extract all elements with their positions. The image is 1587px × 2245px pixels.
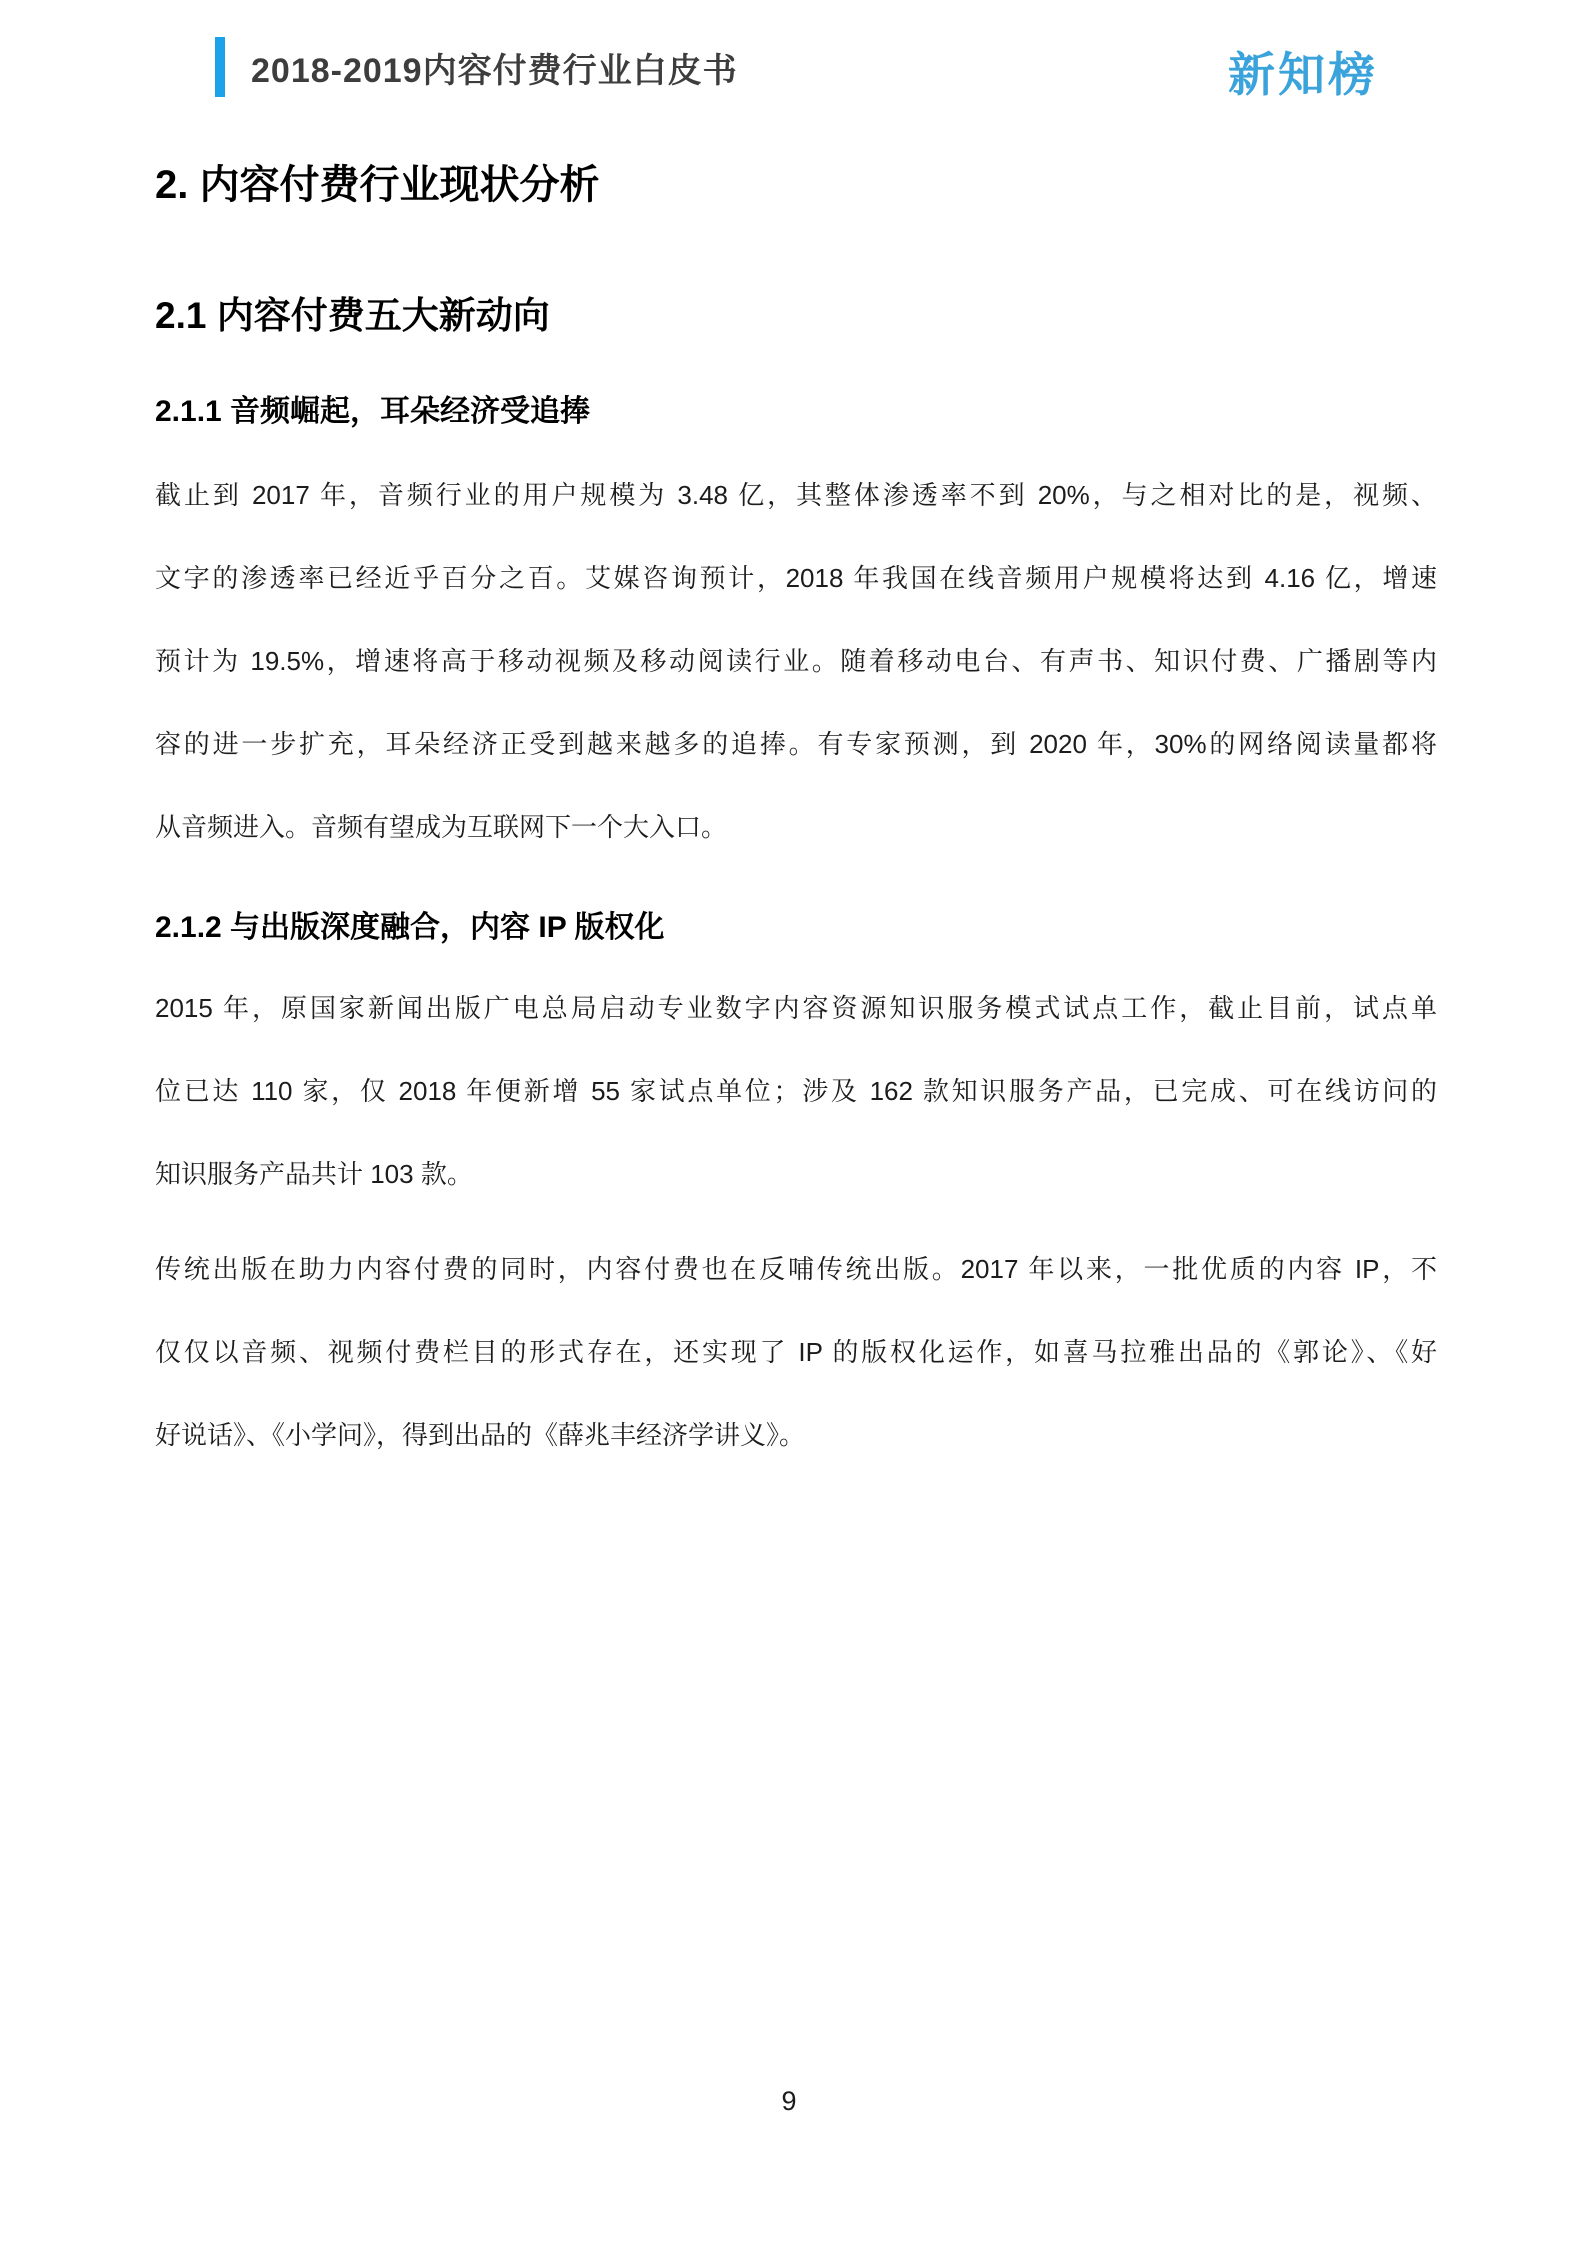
sub-subsection-heading-publishing: 2.1.2 与出版深度融合，内容 IP 版权化 — [155, 911, 665, 944]
paragraph-audio-economy — [155, 454, 1437, 869]
header-title: 2018-2019内容付费行业白皮书 — [251, 51, 738, 90]
paragraph-line: 仅仅以音频、视频付费栏目的形式存在，还实现了 IP 的版权化运作，如喜马拉雅出品的《郭论》、《好 — [155, 1337, 1437, 1367]
paragraph-pilot-program — [155, 967, 1437, 1216]
paragraph-line: 截止到 2017 年，音频行业的用户规模为 3.48 亿，其整体渗透率不到 20%，与之相对比的是，视频、 — [155, 480, 1437, 510]
paragraph-ip-copyright — [155, 1228, 1437, 1477]
paragraph-line: 文字的渗透率已经近乎百分之百。艾媒咨询预计，2018 年我国在线音频用户规模将达到 4.16 亿，增速 — [155, 563, 1437, 593]
paragraph-line: 从音频进入。音频有望成为互联网下一个大入口。 — [155, 812, 728, 842]
paragraph-line: 好说话》、《小学问》，得到出品的《薛兆丰经济学讲义》。 — [155, 1420, 806, 1450]
paragraph-line: 2015 年，原国家新闻出版广电总局启动专业数字内容资源知识服务模式试点工作，截止目前，试点单 — [155, 993, 1437, 1023]
document-header — [215, 37, 738, 97]
page-number: 9 — [781, 2086, 797, 2116]
paragraph-line: 预计为 19.5%，增速将高于移动视频及移动阅读行业。随着移动电台、有声书、知识付费、广播剧等内 — [155, 646, 1437, 676]
brand-logo: 新知榜 — [1228, 48, 1378, 101]
sub-subsection-heading-audio: 2.1.1 音频崛起，耳朵经济受追捧 — [155, 395, 591, 428]
subsection-heading: 2.1 内容付费五大新动向 — [155, 295, 550, 336]
paragraph-line: 传统出版在助力内容付费的同时，内容付费也在反哺传统出版。2017 年以来，一批优质的内容 IP，不 — [155, 1254, 1437, 1284]
paragraph-line: 位已达 110 家，仅 2018 年便新增 55 家试点单位；涉及 162 款知识服务产品，已完成、可在线访问的 — [155, 1076, 1437, 1106]
paragraph-line: 容的进一步扩充，耳朵经济正受到越来越多的追捧。有专家预测，到 2020 年，30%的网络阅读量都将 — [155, 729, 1437, 759]
section-heading: 2. 内容付费行业现状分析 — [155, 163, 600, 207]
header-accent-bar-icon — [215, 37, 225, 97]
paragraph-line: 知识服务产品共计 103 款。 — [155, 1159, 473, 1189]
